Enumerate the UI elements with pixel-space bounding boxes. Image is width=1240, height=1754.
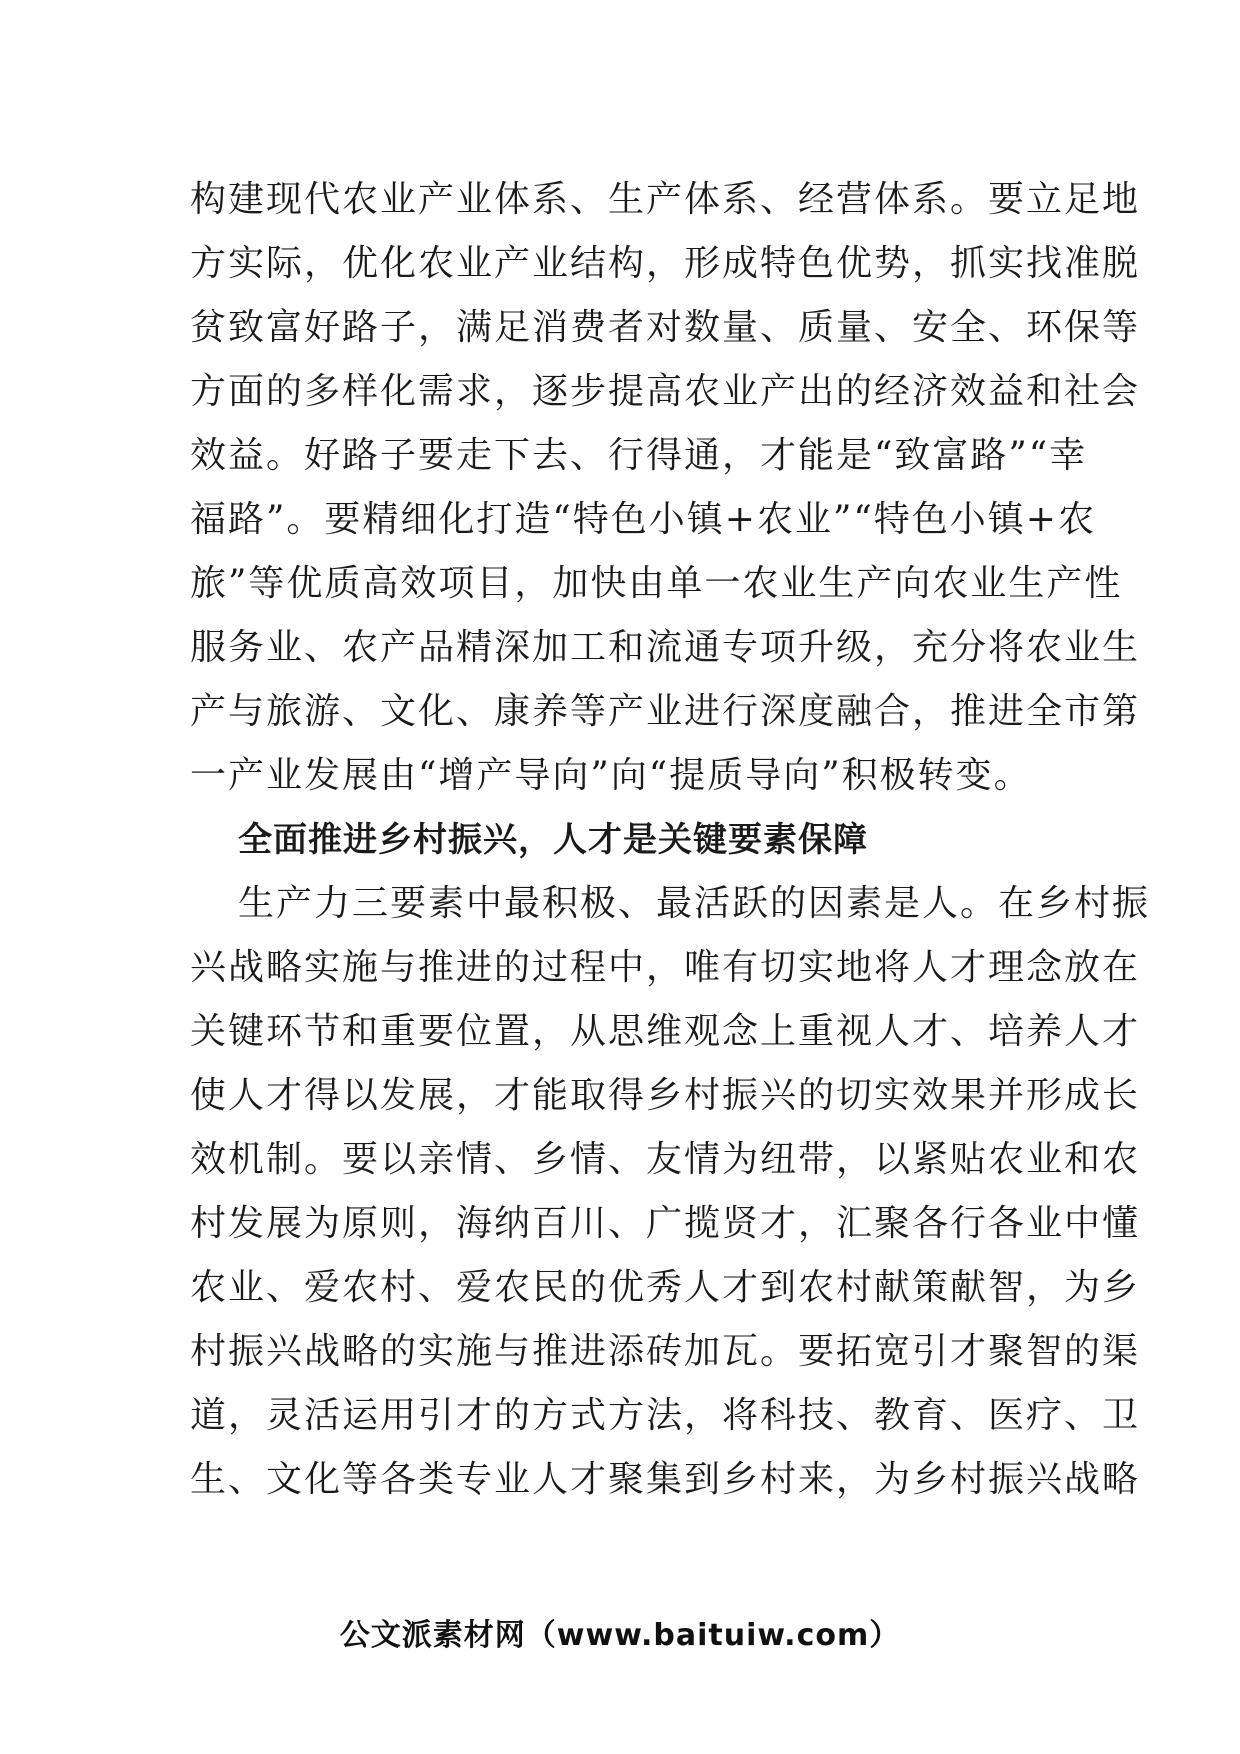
text-line: 村发展为原则，海纳百川、广揽贤才，汇聚各行各业中懂 (190, 1203, 1141, 1244)
text-line: 生产力三要素中最积极、最活跃的因素是人。在乡村振 (238, 883, 1151, 924)
text-line: 效益。好路子要走下去、行得通，才能是“致富路”“幸 (190, 435, 1088, 476)
text-line: 兴战略实施与推进的过程中，唯有切实地将人才理念放在 (190, 947, 1141, 988)
text-line: 使人才得以发展，才能取得乡村振兴的切实效果并形成长 (190, 1075, 1141, 1116)
text-line: 村振兴战略的实施与推进添砖加瓦。要拓宽引才聚智的渠 (190, 1331, 1141, 1372)
text-line: 道，灵活运用引才的方式方法，将科技、教育、医疗、卫 (190, 1395, 1141, 1436)
text-line: 旅”等优质高效项目，加快由单一农业生产向农业生产性 (190, 563, 1123, 604)
text-line: 效机制。要以亲情、乡情、友情为纽带，以紧贴农业和农 (190, 1139, 1141, 1180)
text-line: 生、文化等各类专业人才聚集到乡村来，为乡村振兴战略 (190, 1459, 1141, 1500)
text-line: 方面的多样化需求，逐步提高农业产出的经济效益和社会 (190, 371, 1141, 412)
text-line: 关键环节和重要位置，从思维观念上重视人才、培养人才 (190, 1011, 1141, 1052)
document-body (190, 168, 1151, 1512)
text-line: 福路”。要精细化打造“特色小镇+农业”“特色小镇+农 (190, 499, 1096, 540)
text-line: 一产业发展由“增产导向”向“提质导向”积极转变。 (190, 755, 1032, 796)
text-line: 服务业、农产品精深加工和流通专项升级，充分将农业生 (190, 627, 1141, 668)
text-line: 构建现代农业产业体系、生产体系、经营体系。要立足地 (190, 179, 1141, 220)
text-line: 方实际，优化农业产业结构，形成特色优势，抓实找准脱 (190, 243, 1141, 284)
text-line: 农业、爱农村、爱农民的优秀人才到农村献策献智，为乡 (190, 1267, 1141, 1308)
page-footer: 公文派素材网（www.baituiw.com） (339, 1618, 901, 1653)
text-line: 贫致富好路子，满足消费者对数量、质量、安全、环保等 (190, 307, 1141, 348)
text-line: 产与旅游、文化、康养等产业进行深度融合，推进全市第 (190, 691, 1141, 732)
section-heading: 全面推进乡村振兴，人才是关键要素保障 (238, 820, 868, 860)
